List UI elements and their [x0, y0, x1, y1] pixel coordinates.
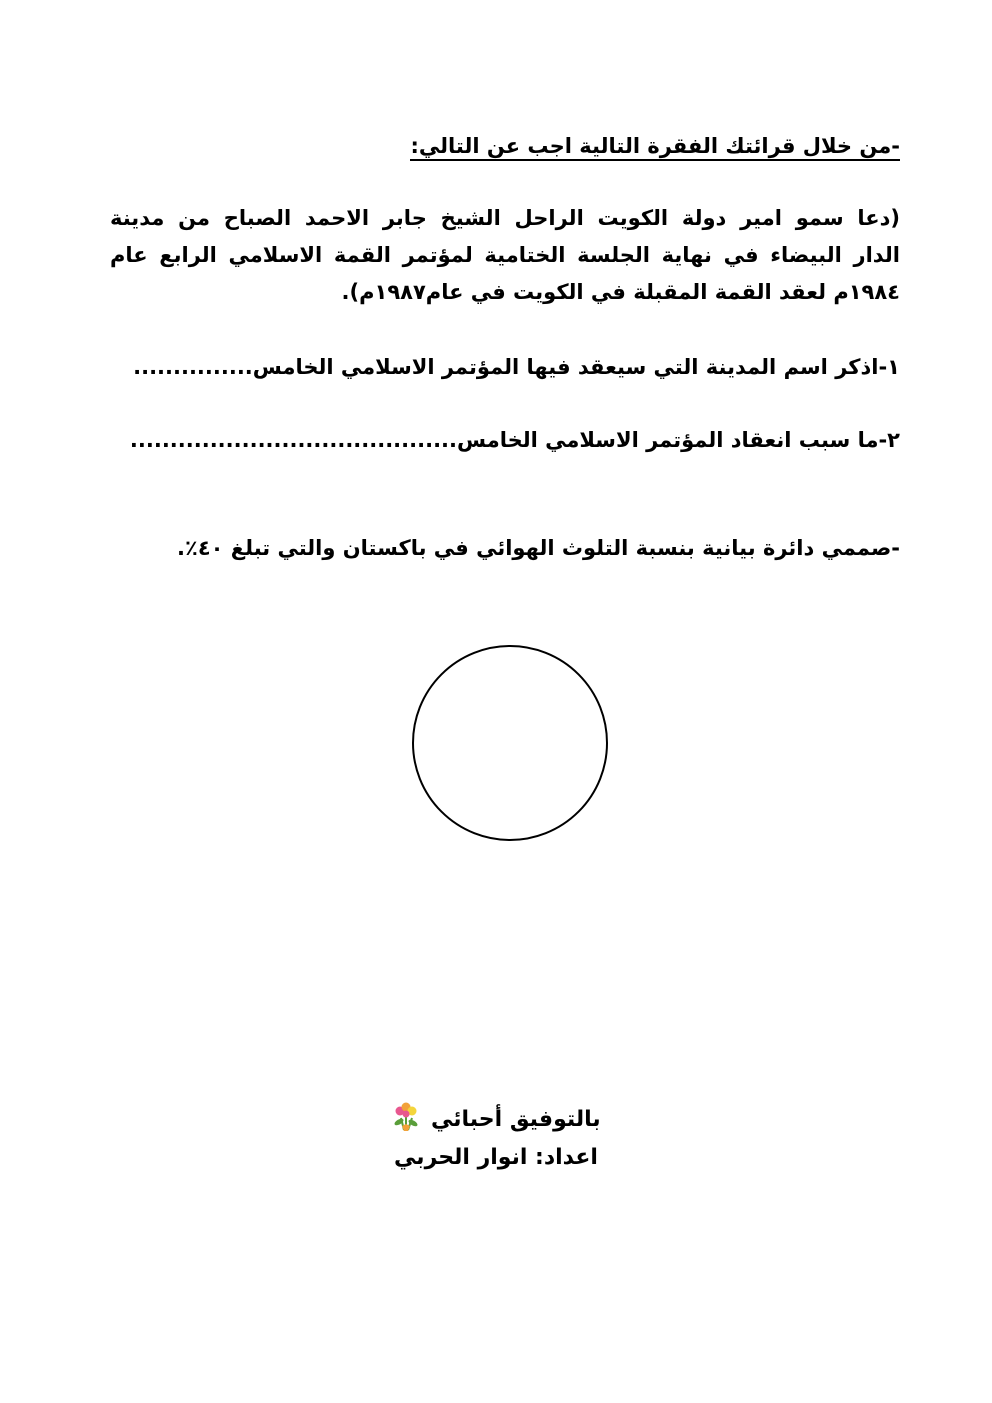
passage-line-1: (دعا سمو امير دولة الكويت الراحل الشيخ جابر الاحمد الصباح من مدينة: [110, 206, 900, 230]
reading-heading-text: -من خلال قرائتك الفقرة التالية اجب عن التالي:: [410, 134, 900, 161]
reading-heading: [410, 131, 900, 161]
question-1-text: ١-اذكر اسم المدينة التي سيعقد فيها المؤتمر الاسلامي الخامس: [252, 355, 900, 379]
good-luck-text: بالتوفيق أحبائي: [431, 1107, 601, 1132]
empty-pie-circle: [411, 644, 609, 842]
good-luck-line: [0, 1100, 992, 1136]
passage-line-3: ١٩٨٤م لعقد القمة المقبلة في الكويت في عام١٩٨٧م).: [341, 280, 900, 304]
question-2-answer-dots: .........................................: [129, 428, 458, 452]
prepared-by-text: اعداد: انوار الحربي: [394, 1145, 598, 1170]
question-1: [133, 352, 900, 382]
bouquet-icon: [391, 1100, 421, 1132]
question-2: [130, 425, 900, 455]
passage-line-2: الدار البيضاء في نهاية الجلسة الختامية لمؤتمر القمة الاسلامي الرابع عام: [110, 243, 900, 267]
reading-passage: [110, 200, 900, 311]
question-2-text: ٢-ما سبب انعقاد المؤتمر الاسلامي الخامس: [457, 428, 900, 452]
pie-chart-task: [177, 533, 900, 563]
circle-outline: [411, 644, 609, 842]
prepared-by-line: [0, 1142, 992, 1174]
question-1-answer-dots: ...............: [133, 355, 253, 379]
pie-chart-task-text: -صممي دائرة بيانية بنسبة التلوث الهوائي في باكستان والتي تبلغ ٤٠٪.: [177, 536, 900, 560]
